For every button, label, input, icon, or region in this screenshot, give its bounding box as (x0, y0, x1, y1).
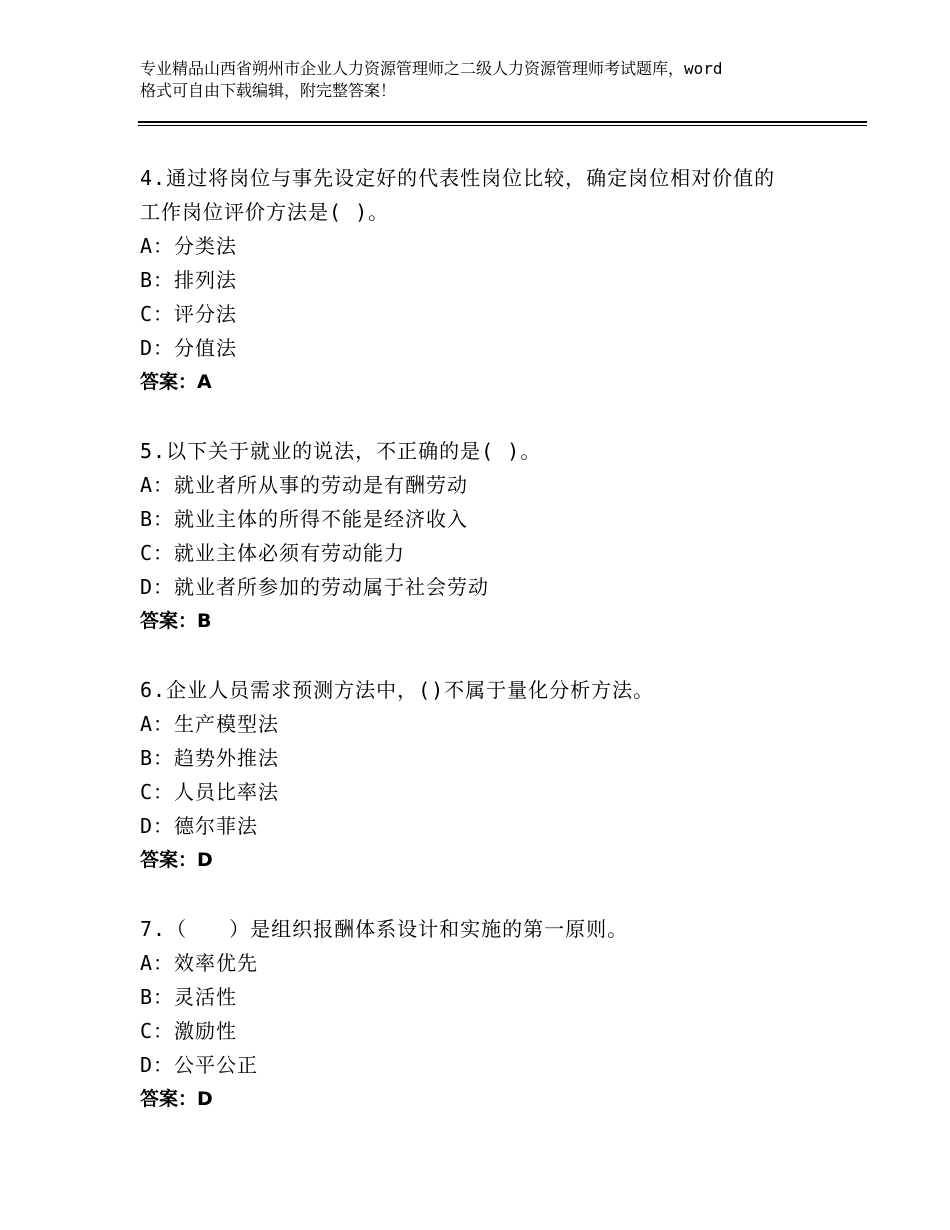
question-stem-line: 7.（ ）是组织报酬体系设计和实施的第一原则。 (140, 917, 629, 941)
option-a: A：效率优先 (140, 951, 259, 975)
option-c: C：激励性 (140, 1019, 238, 1043)
header-divider-thick (138, 121, 867, 123)
answer-label: 答案：D (140, 849, 213, 871)
option-b: B：排列法 (140, 268, 238, 292)
header-line-1: 专业精品山西省朔州市企业人力资源管理师之二级人力资源管理师考试题库，word (140, 59, 723, 78)
option-c: C：评分法 (140, 302, 238, 326)
document-header (140, 58, 830, 102)
answer-label: 答案：A (140, 371, 212, 393)
option-d: D：就业者所参加的劳动属于社会劳动 (140, 575, 490, 599)
header-line-2: 格式可自由下载编辑，附完整答案！ (140, 81, 397, 100)
option-d: D：德尔菲法 (140, 814, 259, 838)
option-a: A：生产模型法 (140, 712, 280, 736)
question-stem-line: 工作岗位评价方法是( )。 (140, 200, 390, 224)
header-divider-thin (138, 125, 867, 126)
question-7 (140, 912, 840, 1116)
option-b: B：趋势外推法 (140, 746, 280, 770)
option-c: C：就业主体必须有劳动能力 (140, 541, 406, 565)
option-b: B：就业主体的所得不能是经济收入 (140, 507, 469, 531)
option-a: A：分类法 (140, 234, 238, 258)
question-5 (140, 434, 840, 638)
question-stem-line: 5.以下关于就业的说法，不正确的是( )。 (140, 439, 542, 463)
question-4 (140, 161, 840, 399)
answer-label: 答案：D (140, 1088, 213, 1110)
question-stem-line: 6.企业人员需求预测方法中，()不属于量化分析方法。 (140, 678, 655, 702)
answer-label: 答案：B (140, 610, 212, 632)
option-d: D：公平公正 (140, 1053, 259, 1077)
option-c: C：人员比率法 (140, 780, 280, 804)
option-b: B：灵活性 (140, 985, 238, 1009)
question-6 (140, 673, 840, 877)
option-a: A：就业者所从事的劳动是有酬劳动 (140, 473, 469, 497)
question-stem-line: 4.通过将岗位与事先设定好的代表性岗位比较，确定岗位相对价值的 (140, 166, 776, 190)
option-d: D：分值法 (140, 336, 238, 360)
